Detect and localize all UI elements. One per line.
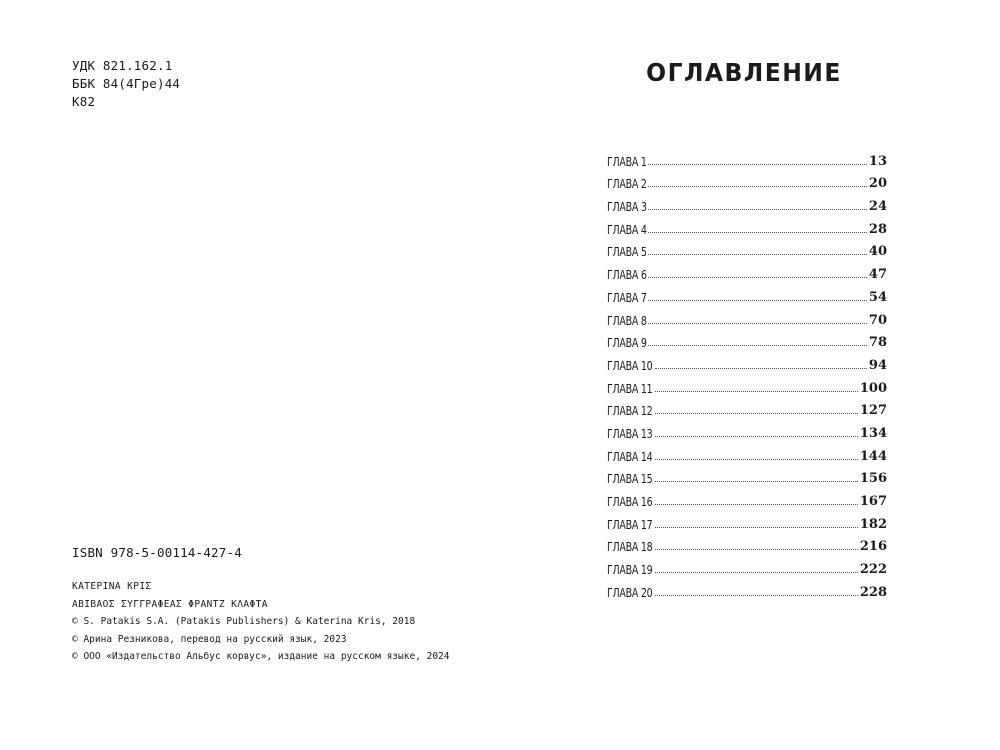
dot-leader — [655, 548, 858, 550]
toc-entry[interactable] — [607, 532, 887, 555]
toc-entry-label: ГЛАВА 2 — [607, 177, 647, 192]
dot-leader — [648, 344, 867, 346]
toc-entry-page: 156 — [859, 471, 887, 487]
dot-leader — [648, 208, 867, 210]
toc-entry-label: ГЛАВА 4 — [607, 222, 647, 237]
toc-entry-label: ГЛАВА 12 — [607, 404, 653, 419]
toc-entry-page: 167 — [859, 494, 887, 509]
toc-entry-label: ГЛАВА 8 — [607, 313, 647, 328]
toc-entry-label: ГЛАВА 20 — [607, 585, 653, 600]
toc-entry[interactable] — [607, 350, 887, 373]
dot-leader — [655, 435, 858, 437]
original-author: КΑΤΕΡΙΝΑ ΚΡΙΣ — [72, 581, 152, 592]
toc-entry-page: 127 — [859, 403, 887, 419]
toc-entry[interactable] — [607, 509, 887, 532]
isbn: ISBN 978-5-00114-427-4 — [72, 545, 242, 560]
toc-entry-label: ГЛАВА 17 — [607, 517, 653, 532]
dot-leader — [655, 412, 858, 414]
dot-leader — [655, 571, 858, 573]
toc-entry-page: 54 — [868, 289, 887, 305]
toc-entry[interactable] — [607, 464, 887, 487]
toc-entry[interactable] — [607, 328, 887, 351]
dot-leader — [648, 276, 867, 278]
toc-entry-page: 100 — [859, 380, 887, 396]
toc-entry[interactable] — [607, 259, 887, 282]
toc-list — [607, 146, 887, 600]
dot-leader — [648, 185, 867, 187]
dot-leader — [655, 458, 858, 460]
toc-entry[interactable] — [607, 441, 887, 464]
dot-leader — [648, 322, 867, 324]
toc-entry-label: ГЛАВА 11 — [607, 381, 653, 396]
udc-code: УДК 821.162.1 — [72, 58, 173, 73]
toc-entry-label: ГЛАВА 15 — [607, 472, 653, 487]
original-title: ΑΒΙΒΑΟΣ ΣΥΓΓΡΑΦΕΑΣ ΦΡΑΝΤΖ ΚΛΑΦΤΑ — [72, 598, 268, 610]
toc-entry-label: ГЛАВА 9 — [607, 336, 647, 351]
toc-entry[interactable] — [607, 577, 887, 600]
copyright-block — [72, 578, 450, 666]
toc-entry-page: 94 — [868, 357, 887, 373]
toc-entry-page: 20 — [868, 176, 887, 192]
dot-leader — [648, 163, 867, 165]
toc-entry-label: ГЛАВА 7 — [607, 290, 647, 305]
toc-entry-page: 182 — [859, 516, 887, 532]
toc-entry[interactable] — [607, 418, 887, 441]
copyright-line: © Арина Резникова, перевод на русский язык, 2023 — [72, 633, 347, 645]
toc-entry-page: 228 — [859, 584, 887, 600]
toc-entry-label: ГЛАВА 14 — [607, 449, 653, 464]
toc-entry[interactable] — [607, 373, 887, 396]
toc-entry-label: ГЛАВА 5 — [607, 245, 647, 260]
bbk-code: ББК 84(4Гре)44 — [72, 76, 181, 91]
toc-entry-page: 216 — [859, 539, 887, 555]
toc-entry-page: 24 — [868, 199, 887, 215]
author-mark: К82 — [72, 94, 96, 109]
toc-entry-page: 28 — [868, 221, 887, 237]
dot-leader — [655, 367, 867, 369]
dot-leader — [648, 299, 867, 301]
toc-entry[interactable] — [607, 305, 887, 328]
toc-entry-label: ГЛАВА 10 — [607, 358, 653, 373]
toc-entry-label: ГЛАВА 19 — [607, 563, 653, 578]
toc-entry-page: 222 — [859, 562, 887, 578]
toc-entry-label: ГЛАВА 18 — [607, 540, 653, 555]
toc-entry[interactable] — [607, 214, 887, 237]
toc-entry[interactable] — [607, 191, 887, 214]
dot-leader — [655, 480, 858, 482]
toc-entry-page: 40 — [868, 244, 887, 260]
toc-entry-label: ГЛАВА 13 — [607, 426, 653, 441]
toc-entry-page: 144 — [859, 448, 887, 464]
dot-leader — [655, 503, 858, 505]
toc-entry-label: ГЛАВА 6 — [607, 268, 647, 283]
classification-block — [72, 57, 180, 111]
toc-entry-page: 47 — [868, 267, 887, 283]
toc-entry-page: 78 — [868, 335, 887, 351]
toc-entry-label: ГЛАВА 16 — [607, 495, 653, 509]
dot-leader — [648, 253, 867, 255]
toc-entry[interactable] — [607, 237, 887, 260]
toc-entry-page: 13 — [868, 153, 887, 169]
dot-leader — [655, 390, 858, 392]
toc-entry[interactable] — [607, 396, 887, 419]
dot-leader — [655, 594, 858, 596]
toc-entry[interactable] — [607, 146, 887, 169]
dot-leader — [655, 526, 858, 528]
toc-title: ОГЛАВЛЕНИЕ — [646, 58, 842, 87]
toc-entry[interactable] — [607, 486, 887, 509]
toc-entry[interactable] — [607, 282, 887, 305]
toc-entry-label: ГЛАВА 3 — [607, 200, 647, 215]
toc-entry[interactable] — [607, 169, 887, 192]
toc-entry-label: ГЛАВА 1 — [607, 154, 647, 169]
dot-leader — [648, 231, 867, 233]
toc-entry-page: 70 — [868, 312, 887, 328]
copyright-line: © S. Patakis S.A. (Patakis Publishers) & Katerina Kris, 2018 — [72, 616, 416, 627]
toc-entry[interactable] — [607, 554, 887, 577]
toc-entry-page: 134 — [859, 425, 887, 441]
copyright-line: © ООО «Издательство Альбус корвус», издание на русском языке, 2024 — [72, 651, 450, 662]
